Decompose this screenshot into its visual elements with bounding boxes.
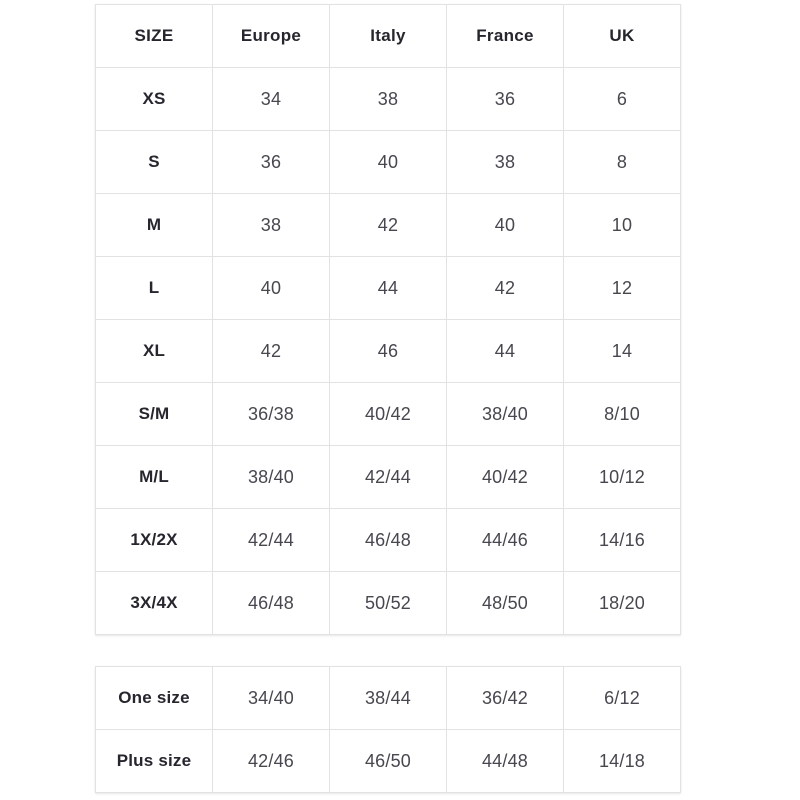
column-header-uk: UK bbox=[564, 5, 681, 68]
table-row bbox=[96, 667, 681, 730]
table-row bbox=[96, 131, 681, 194]
value-cell: 44 bbox=[447, 320, 564, 383]
value-cell: 38/40 bbox=[213, 446, 330, 509]
row-label-cell: One size bbox=[96, 667, 213, 730]
value-cell: 46 bbox=[330, 320, 447, 383]
row-label-cell: S/M bbox=[96, 383, 213, 446]
value-cell: 46/48 bbox=[330, 509, 447, 572]
table-row bbox=[96, 257, 681, 320]
row-label-cell: M bbox=[96, 194, 213, 257]
column-header-france: France bbox=[447, 5, 564, 68]
value-cell: 8/10 bbox=[564, 383, 681, 446]
value-cell: 36/38 bbox=[213, 383, 330, 446]
row-label-cell: 3X/4X bbox=[96, 572, 213, 635]
value-cell: 14/16 bbox=[564, 509, 681, 572]
value-cell: 36/42 bbox=[447, 667, 564, 730]
value-cell: 40/42 bbox=[447, 446, 564, 509]
value-cell: 38 bbox=[447, 131, 564, 194]
value-cell: 46/48 bbox=[213, 572, 330, 635]
value-cell: 46/50 bbox=[330, 730, 447, 793]
value-cell: 12 bbox=[564, 257, 681, 320]
value-cell: 50/52 bbox=[330, 572, 447, 635]
row-label-cell: M/L bbox=[96, 446, 213, 509]
value-cell: 42 bbox=[330, 194, 447, 257]
value-cell: 18/20 bbox=[564, 572, 681, 635]
value-cell: 42/44 bbox=[213, 509, 330, 572]
value-cell: 14/18 bbox=[564, 730, 681, 793]
column-header-italy: Italy bbox=[330, 5, 447, 68]
value-cell: 42 bbox=[447, 257, 564, 320]
row-label-cell: 1X/2X bbox=[96, 509, 213, 572]
value-cell: 38/44 bbox=[330, 667, 447, 730]
value-cell: 42 bbox=[213, 320, 330, 383]
table-row bbox=[96, 68, 681, 131]
row-label-cell: S bbox=[96, 131, 213, 194]
value-cell: 10/12 bbox=[564, 446, 681, 509]
row-label-cell: Plus size bbox=[96, 730, 213, 793]
value-cell: 10 bbox=[564, 194, 681, 257]
table-row bbox=[96, 730, 681, 793]
table-row bbox=[96, 509, 681, 572]
row-label-cell: XS bbox=[96, 68, 213, 131]
value-cell: 36 bbox=[447, 68, 564, 131]
value-cell: 34/40 bbox=[213, 667, 330, 730]
one-size-plus-size-table bbox=[95, 666, 681, 793]
value-cell: 6 bbox=[564, 68, 681, 131]
value-cell: 42/46 bbox=[213, 730, 330, 793]
value-cell: 34 bbox=[213, 68, 330, 131]
value-cell: 44/48 bbox=[447, 730, 564, 793]
value-cell: 44 bbox=[330, 257, 447, 320]
table-row bbox=[96, 194, 681, 257]
value-cell: 38 bbox=[330, 68, 447, 131]
value-cell: 40/42 bbox=[330, 383, 447, 446]
value-cell: 36 bbox=[213, 131, 330, 194]
value-cell: 38/40 bbox=[447, 383, 564, 446]
column-header-europe: Europe bbox=[213, 5, 330, 68]
value-cell: 38 bbox=[213, 194, 330, 257]
value-cell: 40 bbox=[447, 194, 564, 257]
value-cell: 14 bbox=[564, 320, 681, 383]
value-cell: 40 bbox=[330, 131, 447, 194]
value-cell: 6/12 bbox=[564, 667, 681, 730]
value-cell: 44/46 bbox=[447, 509, 564, 572]
value-cell: 42/44 bbox=[330, 446, 447, 509]
value-cell: 40 bbox=[213, 257, 330, 320]
value-cell: 8 bbox=[564, 131, 681, 194]
row-label-cell: L bbox=[96, 257, 213, 320]
table-row bbox=[96, 572, 681, 635]
row-label-cell: XL bbox=[96, 320, 213, 383]
table-row bbox=[96, 383, 681, 446]
table-row bbox=[96, 320, 681, 383]
table-row bbox=[96, 446, 681, 509]
column-header-size: SIZE bbox=[96, 5, 213, 68]
size-conversion-table bbox=[95, 4, 681, 635]
table-header-row bbox=[96, 5, 681, 68]
value-cell: 48/50 bbox=[447, 572, 564, 635]
